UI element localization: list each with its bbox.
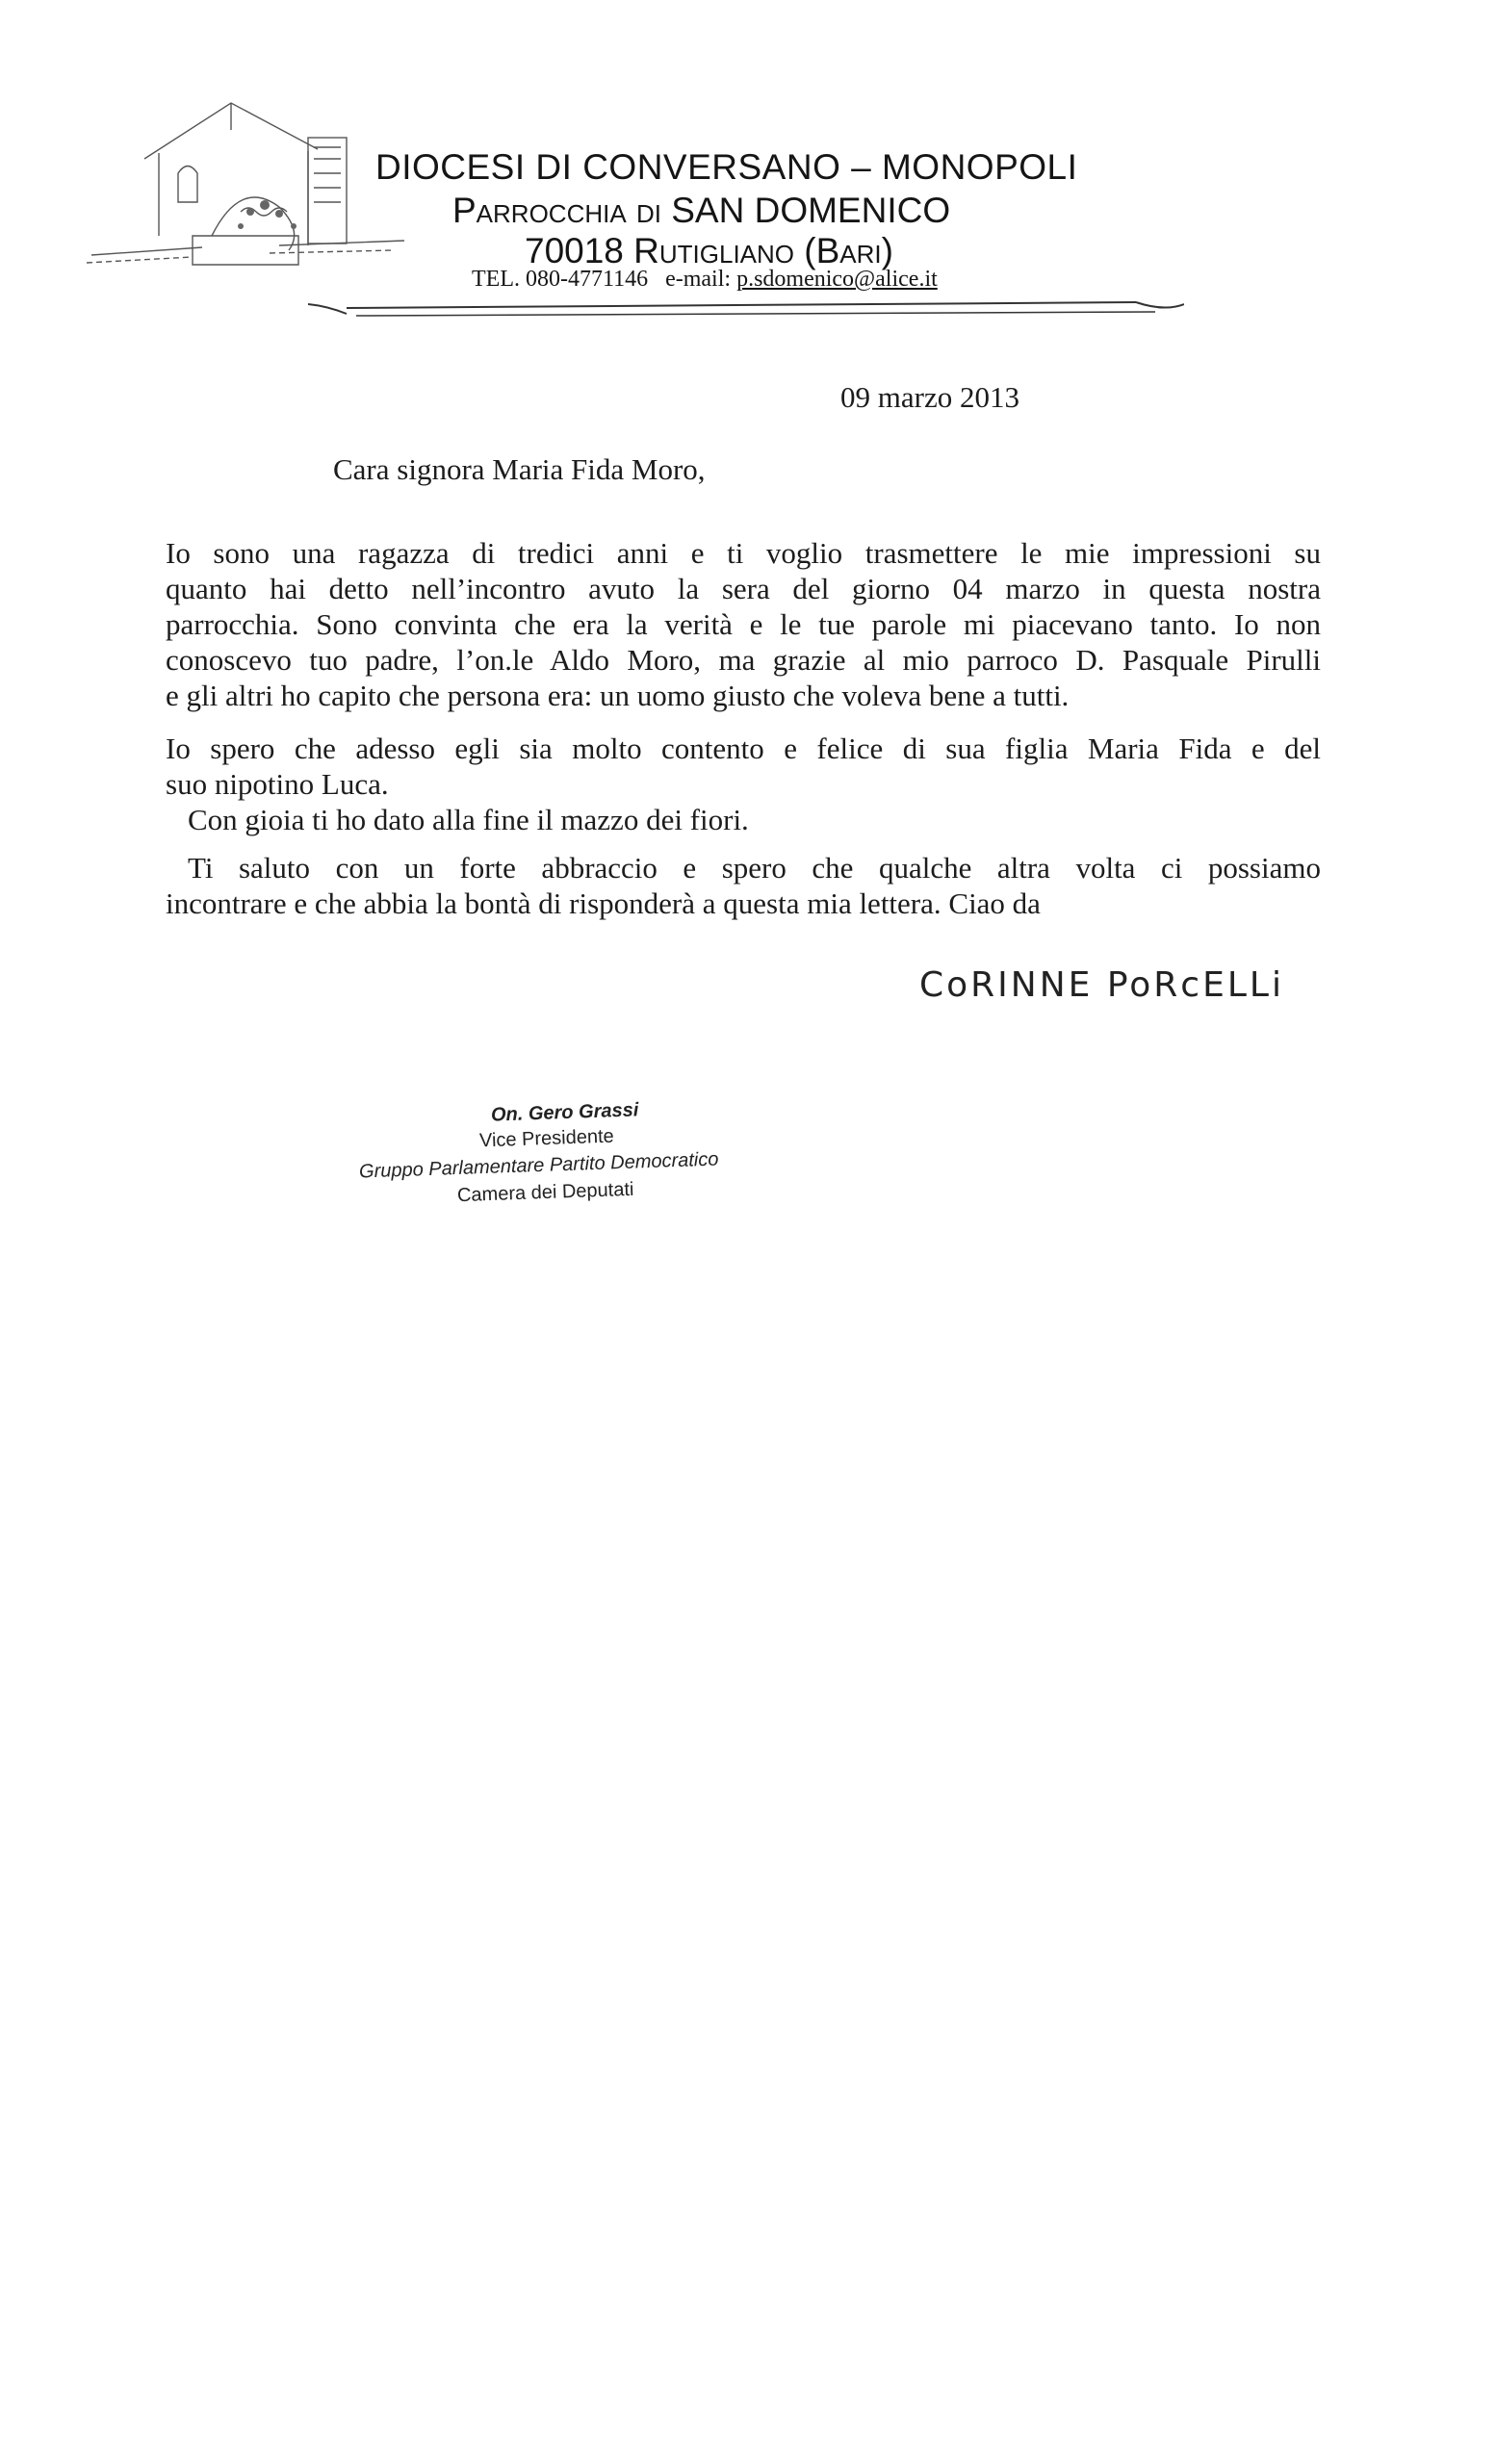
email-label: e-mail: [665, 267, 732, 292]
paragraph-2-line: suo nipotino Luca. [166, 767, 389, 801]
stamp-name: On. Gero Grassi [490, 1099, 639, 1126]
paragraph-4 [166, 850, 1321, 921]
paragraph-1 [166, 535, 1321, 713]
paragraph-2 [166, 731, 1321, 802]
paragraph-1-line: e gli altri ho capito che persona era: un uomo giusto che voleva bene a tutti. [166, 679, 1070, 712]
paragraph-4-line: Ti saluto con un forte abbraccio e spero che qualche altra volta ci possiamo [188, 851, 1321, 885]
stamp-role: Vice Presidente [478, 1125, 615, 1152]
paragraph-3: Con gioia ti ho dato alla fine il mazzo dei fiori. [188, 803, 749, 836]
diocese-name: DIOCESI DI CONVERSANO – MONOPOLI [375, 147, 1078, 187]
parish-city: 70018 Rutigliano (Bari) [525, 231, 893, 270]
email-address[interactable]: p.sdomenico@alice.it [736, 267, 938, 292]
letter-salutation: Cara signora Maria Fida Moro, [333, 452, 706, 486]
paragraph-1-line: parrocchia. Sono convinta che era la verità e le tue parole mi piacevano tanto. Io non [166, 607, 1321, 641]
stamp-group: Gruppo Parlamentare Partito Democratico [358, 1148, 719, 1183]
paragraph-2-line: Io spero che adesso egli sia molto contento e felice di sua figlia Maria Fida e del [166, 732, 1321, 765]
phone-number: TEL. 080-4771146 [472, 267, 649, 292]
paragraph-1-line: conoscevo tuo padre, l’on.le Aldo Moro, ma grazie al mio parroco D. Pasquale Pirulli [166, 643, 1321, 677]
header-divider [308, 296, 1184, 325]
paragraph-4-line: incontrare e che abbia la bontà di risponderà a questa mia lettera. Ciao da [166, 886, 1041, 920]
paragraph-1-line: Io sono una ragazza di tredici anni e ti voglio trasmettere le mie impressioni su [166, 536, 1321, 570]
parish-contact [472, 267, 938, 293]
handwritten-signature: CoRINNE PoRcELLi [919, 965, 1284, 1005]
church-drawing-logo [87, 91, 404, 289]
letter-date: 09 marzo 2013 [840, 380, 1019, 414]
parish-name: Parrocchia di SAN DOMENICO [452, 191, 951, 230]
paragraph-1-line: quanto hai detto nell’incontro avuto la sera del giorno 04 marzo in questa nostra [166, 572, 1321, 605]
stamp-house: Camera dei Deputati [456, 1178, 634, 1207]
